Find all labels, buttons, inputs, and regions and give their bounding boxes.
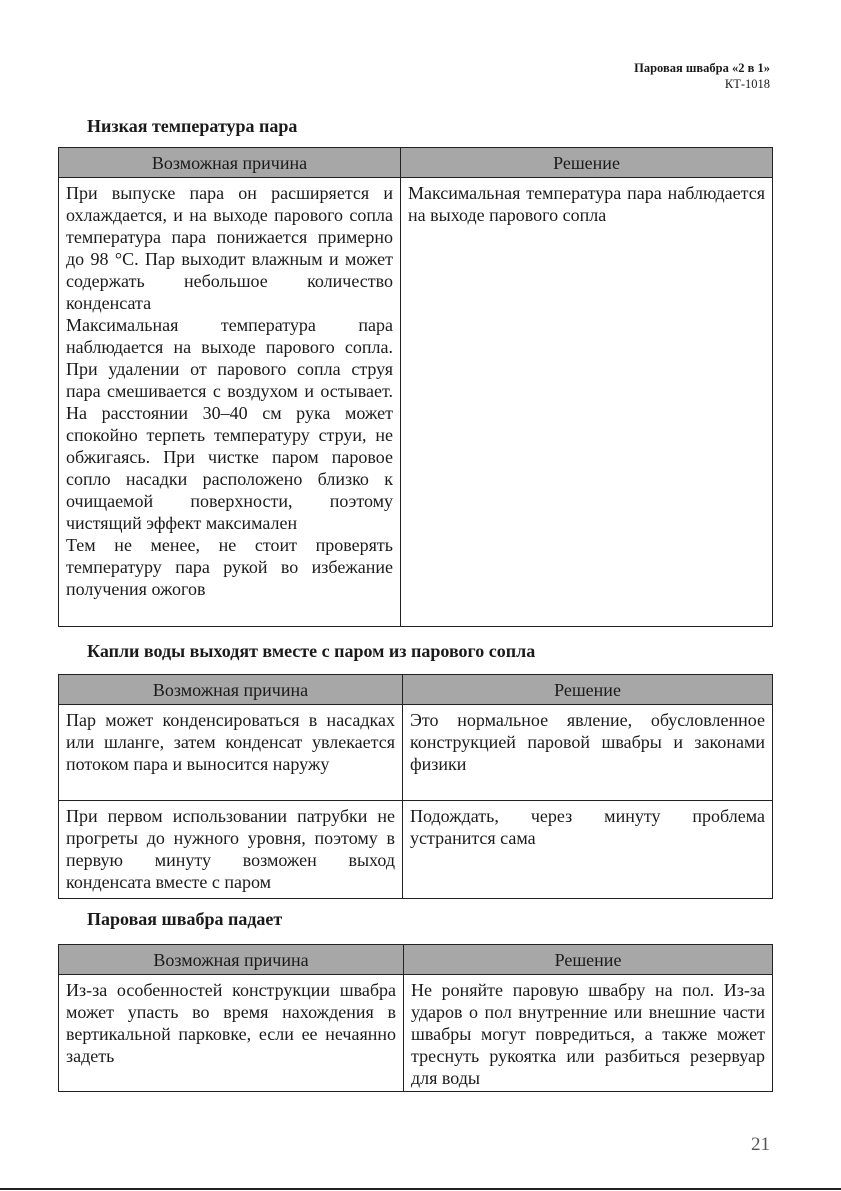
model-number: КТ-1018: [724, 77, 770, 91]
solution-cell: Не роняйте паровую швабру на пол. Из-за ударов о пол внутренние или внешние части швабры могут повредиться, а также может треснуть рукоятка или разбиться резервуар для воды: [404, 975, 773, 1092]
troubleshooting-table-mop-falls: [58, 944, 773, 1092]
product-name: Паровая швабра «2 в 1»: [634, 61, 770, 75]
page-number: 21: [751, 1134, 770, 1155]
solution-cell: Подождать, через минуту проблема устранится сама: [403, 801, 773, 899]
table-header-row: [59, 148, 773, 178]
cause-cell: [59, 178, 401, 627]
solution-cell: Максимальная температура пара наблюдается на выходе парового сопла: [401, 178, 773, 627]
cause-paragraph: При выпуске пара он расширяется и охлаждается, и на выходе парового сопла температура пара понижается примерно до 98 °С. Пар выходит влажным и может содержать небольшое количество конденсата: [66, 183, 393, 313]
cause-cell: Из-за особенностей конструкции швабра может упасть во время нахождения в вертикальной парковке, если ее нечаянно задеть: [59, 975, 404, 1092]
troubleshooting-table-low-steam-temperature: [58, 147, 773, 627]
bottom-rule: [0, 1188, 841, 1190]
table-header-row: [59, 675, 773, 705]
table-header-row: [59, 945, 773, 975]
troubleshooting-table-water-drops: [58, 674, 773, 899]
table-row: [59, 705, 773, 801]
column-header-solution: Решение: [404, 945, 773, 975]
column-header-cause: Возможная причина: [59, 675, 403, 705]
cause-paragraph: Тем не менее, не стоит проверять температуру пара рукой во избежание получения ожогов: [66, 535, 393, 599]
page-header: [634, 60, 770, 92]
column-header-solution: Решение: [401, 148, 773, 178]
column-header-solution: Решение: [403, 675, 773, 705]
column-header-cause: Возможная причина: [59, 945, 404, 975]
cause-cell: Пар может конденсироваться в насадках или шланге, затем конденсат увлекается потоком пара и выносится наружу: [59, 705, 403, 801]
cause-paragraph: Максимальная температура пара наблюдается на выходе парового сопла. При удалении от парового сопла струя пара смешивается с воздухом и остывает. На расстоянии 30–40 см рука может спокойно терпеть температуру струи, не обжигаясь. При чистке паром паровое сопло насадки расположено близко к очищаемой поверхности, поэтому чистящий эффект максимален: [66, 315, 393, 533]
section-title-low-steam-temperature: Низкая температура пара: [87, 116, 298, 136]
table-row: [59, 975, 773, 1092]
table-row: [59, 801, 773, 899]
solution-cell: Это нормальное явление, обусловленное конструкцией паровой швабры и законами физики: [403, 705, 773, 801]
section-title-mop-falls: Паровая швабра падает: [87, 909, 283, 929]
cause-cell: При первом использовании патрубки не прогреты до нужного уровня, поэтому в первую минуту возможен выход конденсата вместе с паром: [59, 801, 403, 899]
table-row: [59, 178, 773, 627]
column-header-cause: Возможная причина: [59, 148, 401, 178]
section-title-water-drops: Капли воды выходят вместе с паром из парового сопла: [87, 641, 536, 661]
